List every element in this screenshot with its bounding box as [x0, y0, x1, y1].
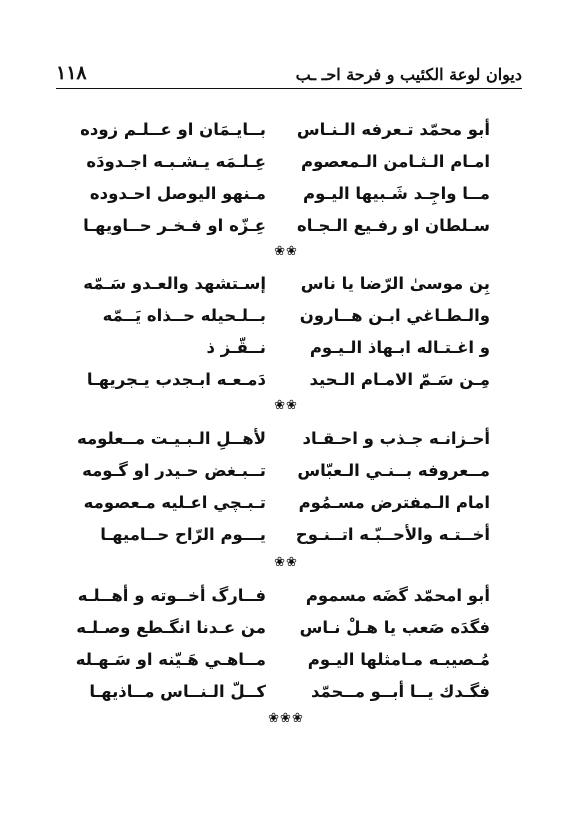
- verse-right-hemistich: فگدَه صَعب يا هـلْ نـاس: [299, 618, 490, 637]
- verse-row: [0, 146, 572, 178]
- stanza-separator-ornament: ❀❀: [274, 555, 298, 570]
- verse-row: [0, 178, 572, 210]
- verse-left-hemistich: فــارگ أخــوته و أهــلـه: [77, 586, 266, 605]
- verse-row: [0, 455, 572, 487]
- verse-left-hemistich: تـبـچي اعـليه مـعصومه: [83, 493, 266, 512]
- stanza-4: [0, 580, 572, 708]
- verse-left-hemistich: بــلـحيله حــذاه يَــمّه: [102, 306, 266, 325]
- verse-row: [0, 300, 572, 332]
- stanza-separator-ornament: ❀❀: [274, 398, 298, 413]
- verse-right-hemistich: مِـن سَـمّ الامـام الـحيد: [309, 370, 490, 389]
- verse-right-hemistich: و اغـتـاله ابـهاذ الـيـوم: [309, 338, 490, 357]
- verse-left-hemistich: يـــوم الرّاح حــاميهـا: [100, 525, 266, 544]
- verse-row: [0, 364, 572, 396]
- verse-left-hemistich: عِـزّه او فـخـر حــاويهـا: [83, 216, 266, 235]
- page-number: ١١٨: [56, 62, 87, 84]
- stanza-1: [0, 114, 572, 242]
- verse-row: [0, 519, 572, 551]
- verse-left-hemistich: مـنهو اليوصل احـدوده: [89, 184, 266, 203]
- verse-right-hemistich: أخــتـه والأحــبّـه اتــنـوح: [295, 525, 490, 544]
- verse-left-hemistich: عِـلـمَه يـشـبـه اجـدودَه: [86, 152, 266, 171]
- verse-right-hemistich: امـام الـثـامن الـمعصوم: [301, 152, 490, 171]
- verse-right-hemistich: مــعروفه بــنـي الـعبّاس: [297, 461, 490, 480]
- page-header: [56, 62, 522, 89]
- verse-right-hemistich: امام الـمفترض مسـمُوم: [298, 493, 490, 512]
- verse-left-hemistich: نــقّـز ذ: [206, 338, 266, 357]
- verse-right-hemistich: والـطـاغي ابـن هــارون: [299, 306, 490, 325]
- verse-left-hemistich: تــبـغض حـيدر او گـومه: [82, 461, 266, 480]
- closing-ornament: ❀❀❀: [268, 711, 304, 726]
- verse-left-hemistich: لأهــلِ الـبـيـت مــعلومه: [76, 429, 266, 448]
- verse-left-hemistich: بــايـمَان او عــلـم زوده: [80, 120, 266, 139]
- verse-row: [0, 423, 572, 455]
- verse-right-hemistich: مُـصيبـه مـامثلها اليـوم: [307, 650, 490, 669]
- verse-right-hemistich: فگـدك يــا أبــو مــحمّد: [310, 682, 490, 701]
- stanza-separator-ornament: ❀❀: [274, 244, 298, 259]
- stanza-3: [0, 423, 572, 551]
- verse-right-hemistich: أبو امحمّد گضَه مسموم: [305, 586, 490, 605]
- verse-right-hemistich: أحـزانـه جـذب و احـقـاد: [302, 429, 490, 448]
- verse-row: [0, 676, 572, 708]
- verse-right-hemistich: بِن موسىٰ الرّضا يا ناس: [300, 274, 490, 293]
- verse-left-hemistich: كــلّ الـنــاس مــاذيهـا: [89, 682, 266, 701]
- verse-right-hemistich: سـلطان او رفـيع الـجـاه: [296, 216, 490, 235]
- verse-right-hemistich: مــا واجِـد شَـبيها اليـوم: [303, 184, 490, 203]
- verse-row: [0, 210, 572, 242]
- stanza-2: [0, 268, 572, 396]
- verse-row: [0, 114, 572, 146]
- verse-row: [0, 580, 572, 612]
- verse-left-hemistich: مــاهـي هَـيّنه او سَـهـله: [75, 650, 266, 669]
- verse-left-hemistich: دَمـعـه ابـجدب يـجريهـا: [86, 370, 266, 389]
- verse-right-hemistich: أبو محمّد تـعرفه الـنـاس: [296, 120, 490, 139]
- running-title: ديوان لوعة الكئيب و فرحة احـ ـب: [295, 65, 522, 84]
- verse-row: [0, 612, 572, 644]
- verse-row: [0, 487, 572, 519]
- verse-row: [0, 268, 572, 300]
- verse-left-hemistich: من عـدنا انگـطع وصـلـه: [76, 618, 266, 637]
- verse-row: [0, 332, 572, 364]
- verse-left-hemistich: إسـتشهد والعـدو سَـمّه: [83, 274, 266, 293]
- verse-row: [0, 644, 572, 676]
